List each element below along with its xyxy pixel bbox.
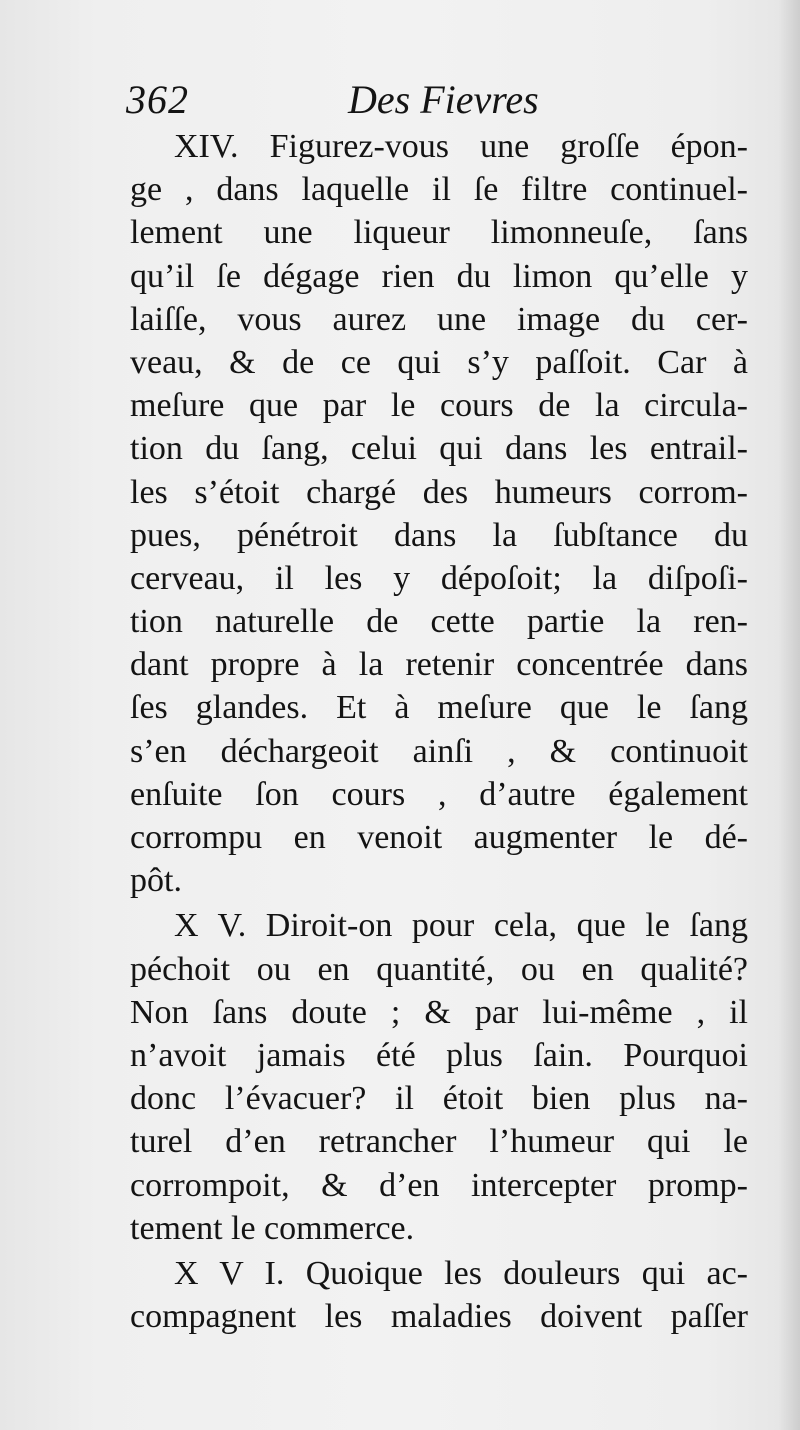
running-head (120, 72, 750, 128)
text-line: ſes glandes. Et à meſure que le ſang (130, 689, 748, 727)
text-line: n’avoit jamais été plus ſain. Pourquoi (130, 1036, 748, 1074)
text-line: qu’il ſe dégage rien du limon qu’elle y (130, 257, 748, 295)
text-line: lement une liqueur limonneuſe, ſans (130, 214, 748, 252)
text-line: pôt. (130, 862, 182, 900)
running-title: Des Fievres (348, 77, 539, 122)
body-text (130, 125, 748, 1338)
page-number: 362 (126, 77, 189, 122)
text-line: cerveau, il les y dépoſoit; la diſpoſi- (130, 559, 748, 597)
text-line: tion du ſang, celui qui dans les entrail- (130, 430, 748, 468)
text-line: ge , dans laquelle il ſe filtre continuel- (130, 171, 748, 209)
text-line: compagnent les maladies doivent paſſer (130, 1298, 748, 1336)
text-line: X V. Diroit-on pour cela, que le ſang (174, 907, 748, 945)
text-line: pues, pénétroit dans la ſubſtance du (130, 516, 748, 554)
text-line: donc l’évacuer? il étoit bien plus na- (130, 1080, 748, 1118)
text-line: X V I. Quoique les douleurs qui ac- (174, 1254, 748, 1292)
paragraph-xiv (130, 125, 748, 902)
text-line: corrompu en venoit augmenter le dé- (130, 819, 748, 856)
page-edge-shadow (778, 0, 800, 1430)
text-line: dant propre à la retenir concentrée dans (130, 646, 748, 684)
text-line: veau, & de ce qui s’y paſſoit. Car à (130, 343, 748, 381)
text-line: enſuite ſon cours , d’autre également (130, 775, 748, 813)
text-line: les s’étoit chargé des humeurs corrom- (130, 473, 748, 511)
paragraph-xv (130, 904, 748, 1250)
text-line: péchoit ou en quantité, ou en qualité? (130, 950, 748, 988)
text-line: meſure que par le cours de la circula- (130, 387, 748, 425)
text-line: tion naturelle de cette partie la ren- (130, 603, 748, 641)
text-line: Non ſans doute ; & par lui-même , il (130, 993, 748, 1031)
text-line: turel d’en retrancher l’humeur qui le (130, 1123, 748, 1161)
paragraph-xvi (130, 1252, 748, 1338)
text-line: XIV. Figurez-vous une groſſe épon- (174, 128, 748, 165)
text-line: tement le commerce. (130, 1209, 415, 1247)
text-line: corrompoit, & d’en intercepter promp- (130, 1166, 748, 1204)
text-line: s’en déchargeoit ainſi , & continuoit (130, 732, 748, 770)
text-line: laiſſe, vous aurez une image du cer- (130, 300, 748, 338)
